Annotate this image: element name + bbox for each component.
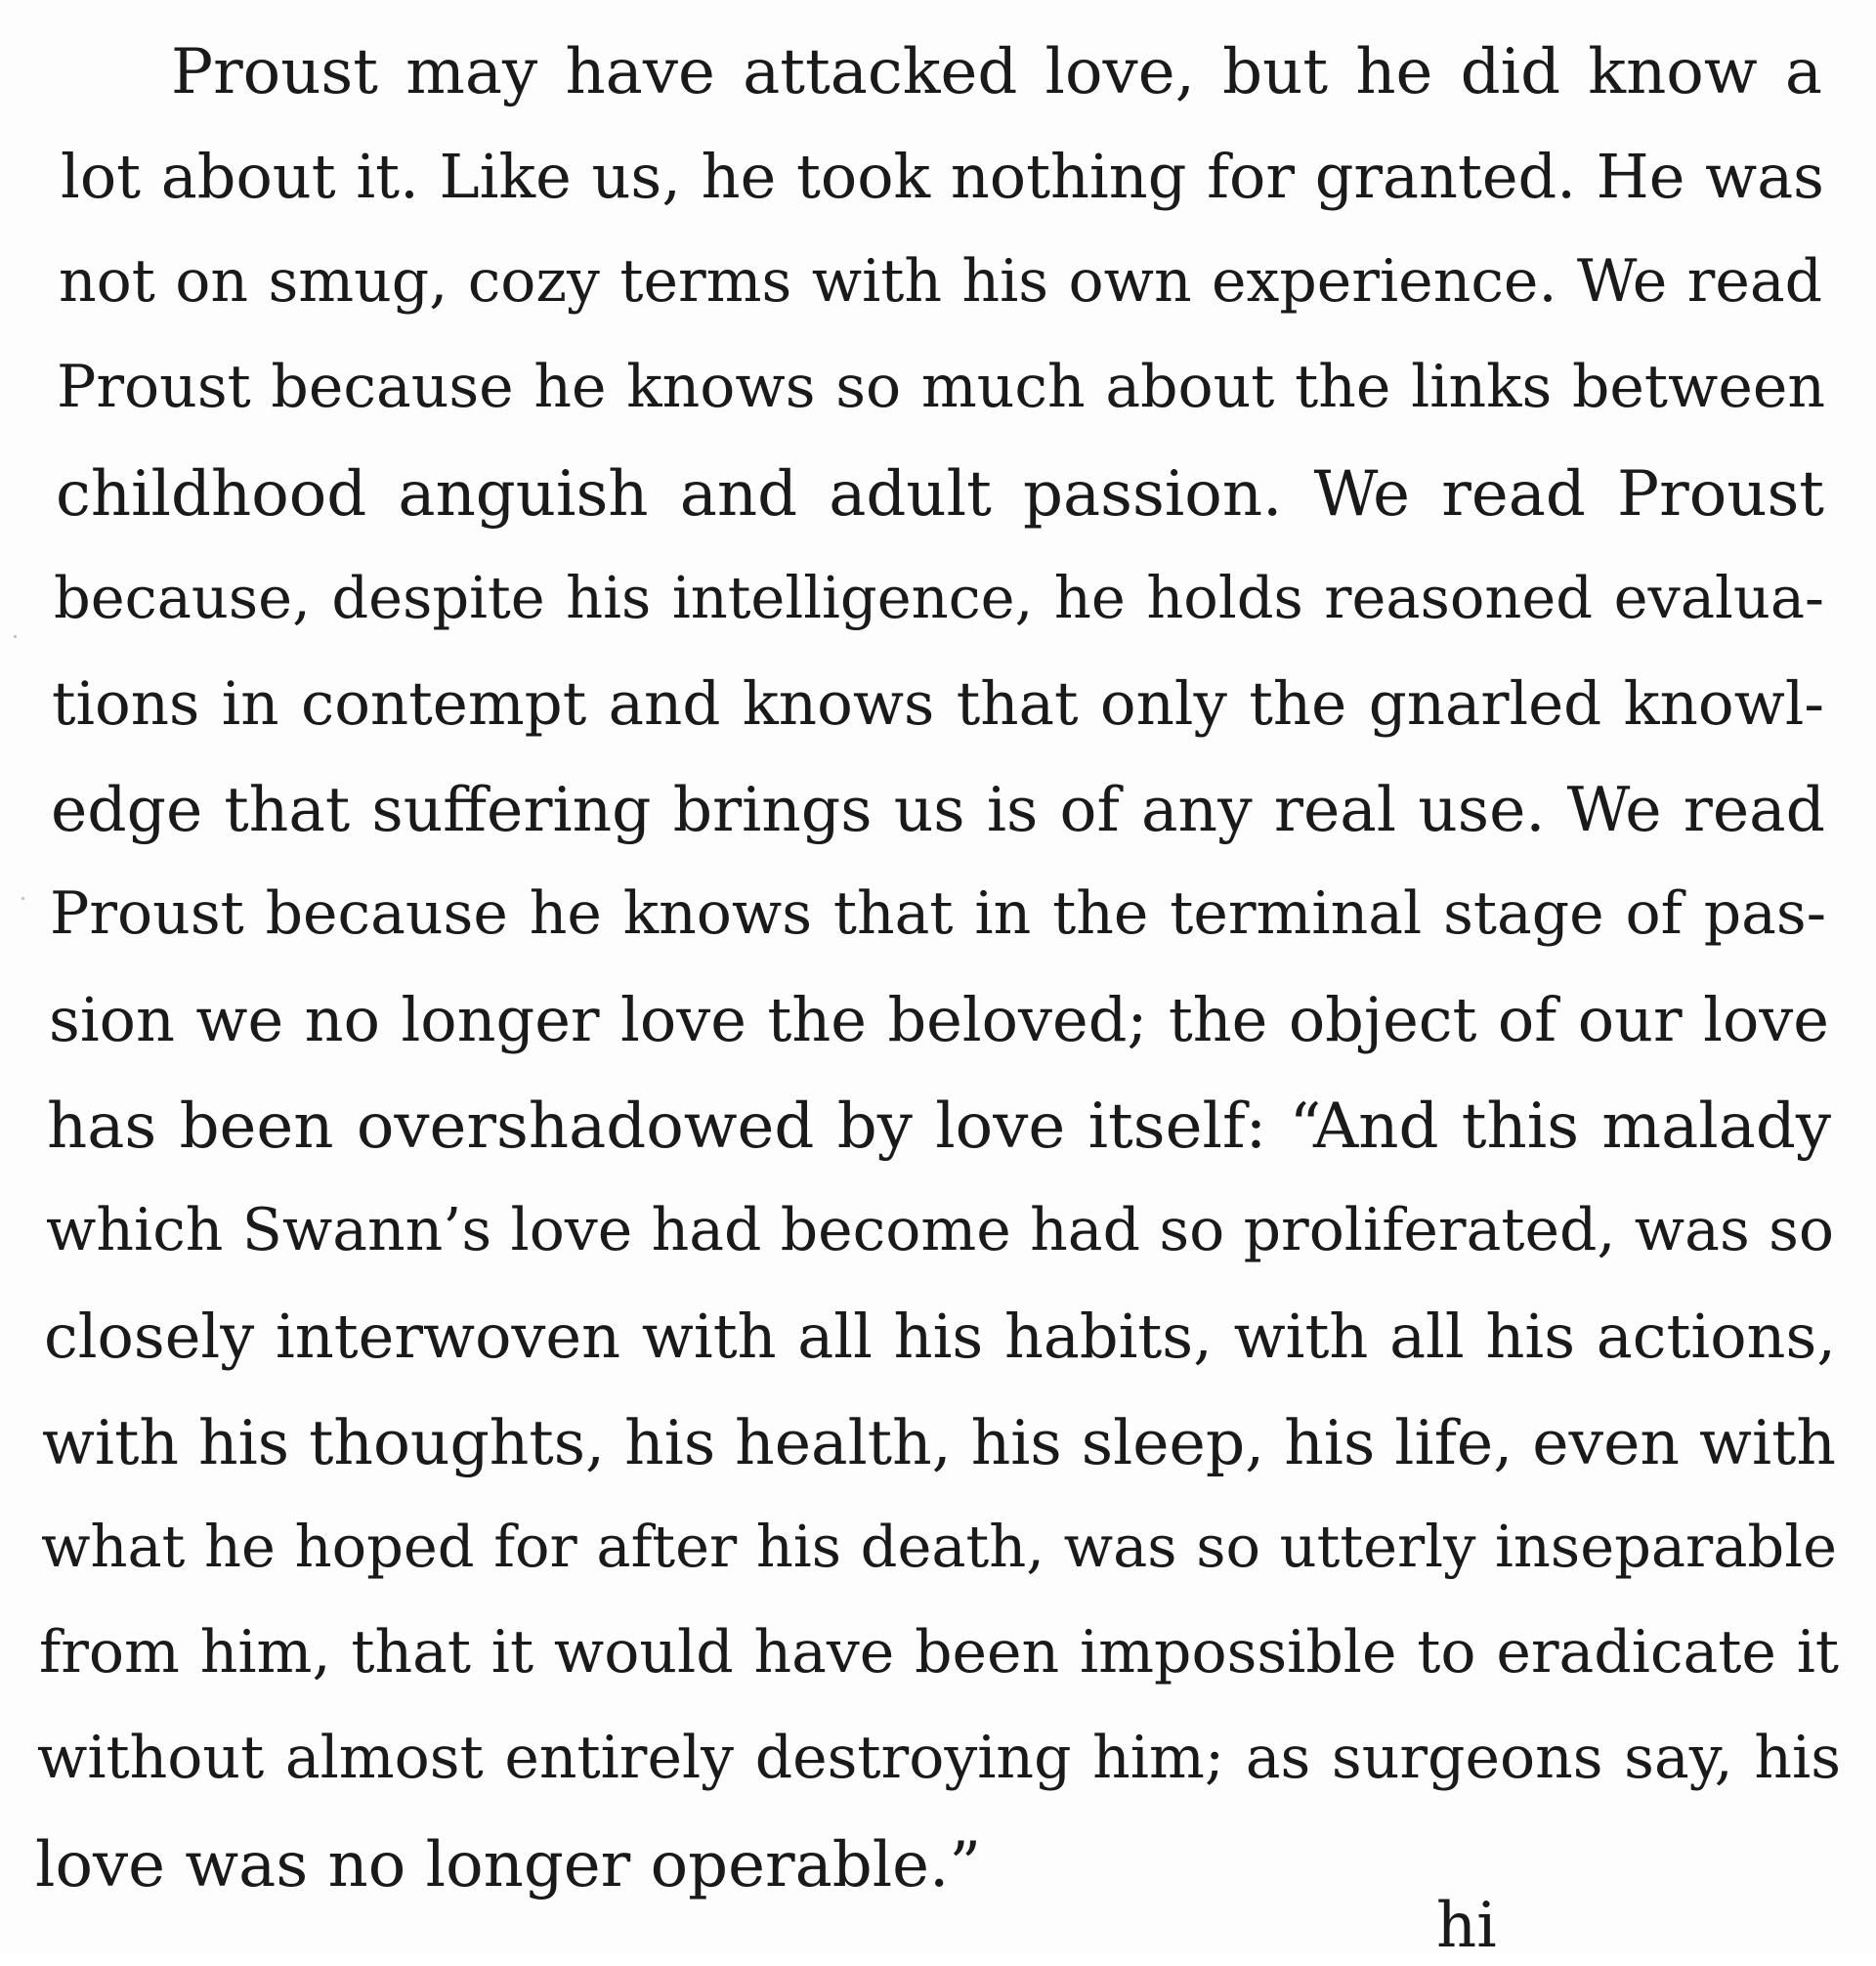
text-line-2: lot about it. Like us, he took nothing for granted. He was [61, 141, 1824, 212]
text-line-16: from him, that it would have been impossible to eradicate it [39, 1618, 1839, 1687]
text-line-1: Proust may have attacked love, but he did know a [171, 36, 1822, 108]
text-line-4: Proust because he knows so much about the links between [57, 353, 1825, 421]
text-line-8: edge that suffering brings us is of any real use. We read [51, 774, 1825, 845]
text-line-7: tions in contempt and knows that only the gnarled knowl- [52, 669, 1824, 739]
text-line-18: love was no longer operable.” [35, 1829, 982, 1902]
scan-speck [21, 897, 24, 900]
text-line-13: closely interwoven with all his habits, with all his actions, [44, 1301, 1836, 1372]
text-line-10: sion we no longer love the beloved; the object of our love [49, 984, 1829, 1055]
text-line-5: childhood anguish and adult passion. We read Proust [56, 458, 1824, 531]
text-line-14: with his thoughts, his health, his sleep, his life, even with [42, 1407, 1836, 1478]
text-line-12: which Swann’s love had become had so proliferated, was so [46, 1196, 1834, 1264]
text-line-6: because, despite his intelligence, he holds reasoned evalua- [54, 564, 1824, 631]
scan-speck [14, 635, 17, 638]
next-line-fragment-text: hi [1436, 1890, 1497, 1962]
next-line-fragment [1300, 1890, 1847, 1966]
text-line-11: has been overshadowed by love itself: “And this malady [47, 1090, 1831, 1163]
text-line-3: not on smug, cozy terms with his own experience. We read [59, 247, 1822, 316]
text-line-9: Proust because he knows that in the terminal stage of pas- [50, 879, 1826, 948]
text-line-15: what he hoped for after his death, was so utterly inseparable [41, 1513, 1837, 1580]
text-line-17: without almost entirely destroying him; as surgeons say, his [37, 1724, 1841, 1792]
